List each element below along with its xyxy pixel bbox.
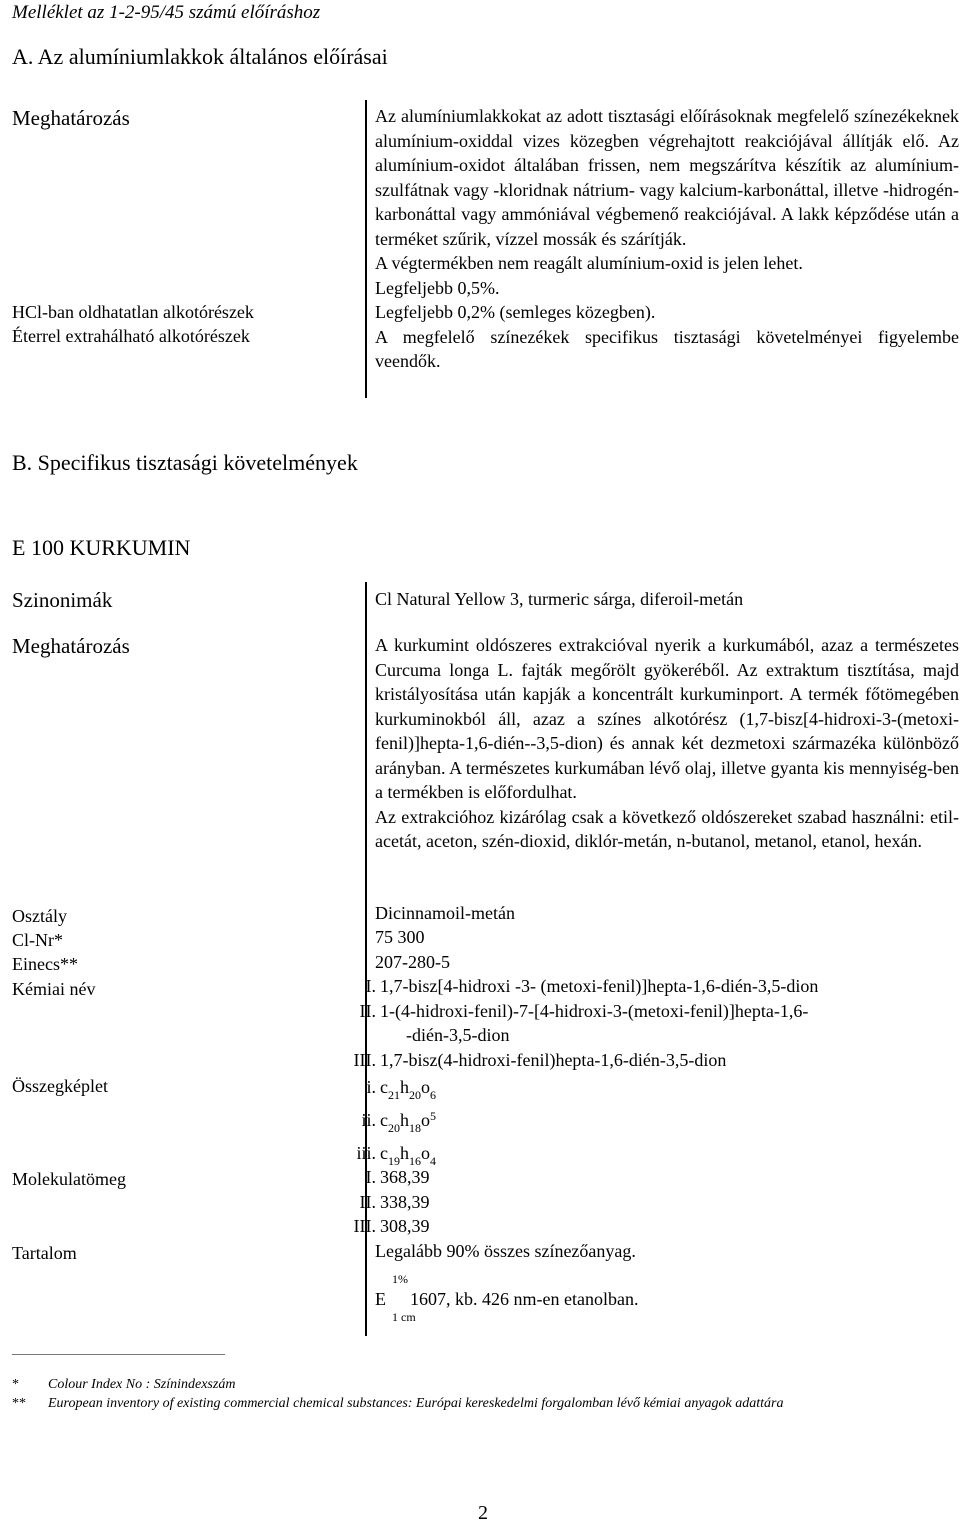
hcl-insoluble-label: HCl-ban oldhatatlan alkotórészek xyxy=(12,302,254,322)
class-value: Dicinnamoil-metán xyxy=(375,903,515,923)
molecular-weight-item: II. 338,39 xyxy=(359,1191,430,1212)
chemical-name-item: I. 1,7-bisz[4-hidroxi -3- (metoxi-fenil)]hepta-1,6-dién-3,5-dion xyxy=(365,976,819,996)
class-label: Osztály xyxy=(12,906,67,926)
formula-item: i. $c_{21}h_{20}o_6$ xyxy=(366,1077,436,1102)
formula-item: iii. $c_{19}h_{16}o_4$ xyxy=(356,1143,436,1168)
section-a-title: A. Az alumíniumlakkok általános előírásai xyxy=(12,44,388,69)
hcl-insoluble-value: Legfeljebb 0,5%. xyxy=(375,277,500,298)
chemical-name-item: -dién-3,5-dion xyxy=(406,1025,510,1045)
definition-text-b xyxy=(375,633,959,854)
chemical-name-label: Kémiai név xyxy=(12,979,96,999)
definition-paragraph-1: A kurkumint oldószeres extrakcióval nyerik a kurkumából, azaz a természetes Curcuma longa L. fajták megőrölt gyökeréből. Az extraktum tisztítása, majd kristályosítása után kapják a koncentrált kurkuminport. A termék főtömegében kurkuminokból áll, azaz a színes alkotórész (1,7-bisz[4-hidroxi-3-(metoxi-fenil)]hepta-1,6-dién--3,5-dion) és annak két dezmetoxi származéka különböző arányban. A természetes kurkumában lévő olaj, illetve gyanta kis mennyiség-ben a termékben is előfordulhat. xyxy=(375,635,959,802)
section-b-title: B. Specifikus tisztasági követelmények xyxy=(12,450,358,475)
document-header: Melléklet az 1-2-95/45 számú előíráshoz xyxy=(12,2,321,23)
definition-text-a-2: A végtermékben nem reagált alumínium-oxid is jelen lehet. xyxy=(375,253,803,273)
definition-paragraph-2: Az extrakcióhoz kizárólag csak a következő oldószereket szabad használni: etil-acetát, aceton, szén-dioxid, diklór-metán, n-butanol, metanol, etanol, hexán. xyxy=(375,806,959,851)
absorbance-spec xyxy=(375,1270,775,1330)
definition-label-a: Meghatározás xyxy=(12,106,130,130)
footnote-1: * Colour Index No : Színindexszám xyxy=(12,1377,236,1392)
formula-item: ii. $c_{20}h_{18}o^5$ xyxy=(361,1109,436,1135)
absorbance-value: 1607, kb. 426 nm-en etanolban. xyxy=(410,1289,639,1309)
definition-text-a: Az alumíniumlakkokat az adott tisztasági előírásoknak megfelelő színezékeknek alumínium-oxiddal vizes közegben végrehajtott reakciójával állítják elő. Az alumínium-oxidot általában frissen, nem megszárítva készítik az alumínium-szulfátnak vagy -kloridnak nátrium- vagy kalcium-karbonáttal, illetve -hidrogén-karbonáttal vagy ammóniával végbemenő reakciójával. A lakk képződése után a terméket szűrik, vízzel mossák és szárítják. xyxy=(375,106,959,249)
definition-label-b: Meghatározás xyxy=(12,634,130,658)
ci-number-value: 75 300 xyxy=(375,927,425,947)
content-label: Tartalom xyxy=(12,1243,77,1263)
einecs-value: 207-280-5 xyxy=(375,952,450,972)
einecs-label: Einecs** xyxy=(12,954,78,974)
absorbance-superscript: 1% xyxy=(392,1272,408,1286)
footnote-2: ** European inventory of existing commercial chemical substances: Európai kereskedelmi forgalomban lévő kémiai anyagok adattára xyxy=(12,1396,784,1411)
ci-number-label: Cl-Nr* xyxy=(12,930,63,950)
molecular-weight-item: III. 308,39 xyxy=(353,1216,430,1236)
molecular-weight-item: I. 368,39 xyxy=(365,1167,430,1187)
substance-title: E 100 KURKUMIN xyxy=(12,535,191,560)
content-value: Legalább 90% összes színezőanyag. xyxy=(375,1241,636,1261)
formula-list xyxy=(346,1072,436,1171)
column-divider-a xyxy=(365,100,367,398)
section-a-note: A megfelelő színezékek specifikus tisztasági követelményei figyelembe veendők. xyxy=(375,326,959,371)
footnote-separator xyxy=(12,1354,225,1355)
synonyms-value: Cl Natural Yellow 3, turmeric sárga, diferoil-metán xyxy=(375,589,744,609)
absorbance-symbol: E xyxy=(375,1289,386,1309)
section-a-right-column xyxy=(375,104,959,374)
page-number: 2 xyxy=(478,1502,488,1524)
absorbance-subscript: 1 cm xyxy=(392,1310,416,1324)
ether-extractable-value: Legfeljebb 0,2% (semleges közegben). xyxy=(375,302,656,322)
molecular-weight-label: Molekulatömeg xyxy=(12,1169,126,1189)
ether-extractable-label: Éterrel extrahálható alkotórészek xyxy=(12,326,250,346)
chemical-names-list xyxy=(346,974,818,1072)
synonyms-label: Szinonimák xyxy=(12,588,113,612)
chemical-name-item: II. 1-(4-hidroxi-fenil)-7-[4-hidroxi-3-(metoxi-fenil)]hepta-1,6- xyxy=(359,1000,809,1021)
molecular-weight-list xyxy=(346,1165,430,1239)
formula-label: Összegképlet xyxy=(12,1076,108,1096)
chemical-name-item: III. 1,7-bisz(4-hidroxi-fenil)hepta-1,6-dién-3,5-dion xyxy=(353,1049,727,1070)
